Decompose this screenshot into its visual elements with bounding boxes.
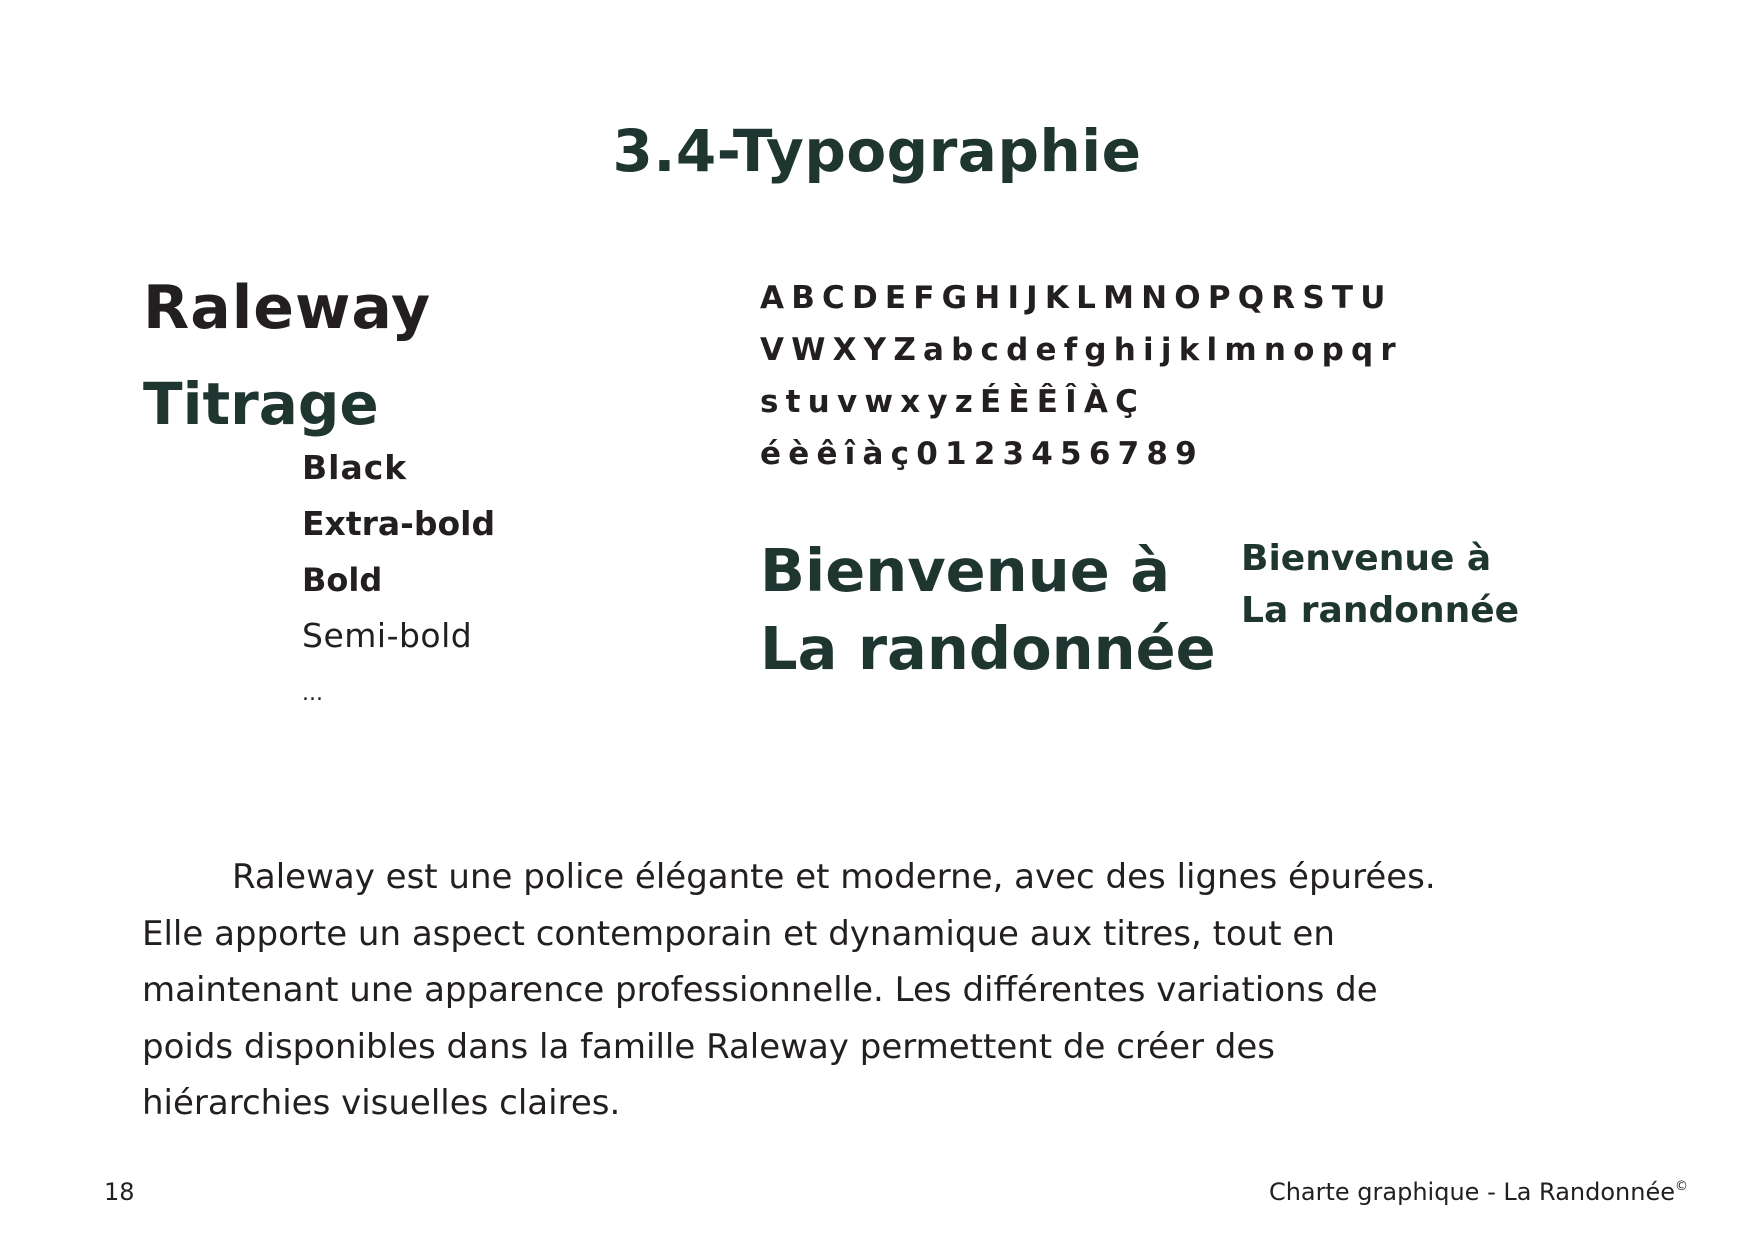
character-set — [760, 272, 1460, 480]
footer-document-title — [1269, 1175, 1688, 1209]
weight-bold: Bold — [302, 561, 383, 599]
weight-more: ... — [302, 681, 323, 706]
weight-black: Black — [302, 448, 408, 487]
copyright-mark: © — [1675, 1179, 1688, 1194]
page-title: 3.4-Typographie — [612, 116, 1142, 185]
page-number: 18 — [104, 1178, 135, 1206]
weight-extra-bold: Extra-bold — [302, 504, 496, 543]
footer-title-text: Charte graphique - La Randonnée — [1268, 1178, 1675, 1206]
typeface-usage: Titrage — [143, 370, 379, 438]
weight-list — [302, 440, 495, 720]
weight-semi-bold: Semi-bold — [302, 616, 473, 655]
charset-line: stuvwxyzÉÈÊÎÀÇ — [760, 384, 1146, 420]
sample-text-small — [1241, 533, 1519, 637]
sample-large-line: Bienvenue à — [760, 536, 1171, 605]
typeface-name: Raleway — [143, 273, 432, 343]
sample-small-line: Bienvenue à — [1241, 538, 1492, 579]
charset-line: éèêîàç0123456789 — [760, 436, 1204, 472]
charset-line: ABCDEFGHIJKLMNOPQRSTU — [760, 280, 1393, 316]
description-paragraph: Raleway est une police élégante et moderne, avec des lignes épurées. Elle apporte un aspect contemporain et dynamique aux titres, tout en maintenant une apparence professionnelle. Les différentes variations de poids disponibles dans la famille Raleway permettent de créer des hiérarchies visuelles claires. — [142, 857, 1436, 1123]
sample-small-line: La randonnée — [1241, 590, 1520, 631]
sample-large-line: La randonnée — [760, 614, 1216, 683]
sample-text-large — [760, 532, 1216, 688]
charset-line: VWXYZabcdefghijklmnopqr — [760, 332, 1403, 368]
